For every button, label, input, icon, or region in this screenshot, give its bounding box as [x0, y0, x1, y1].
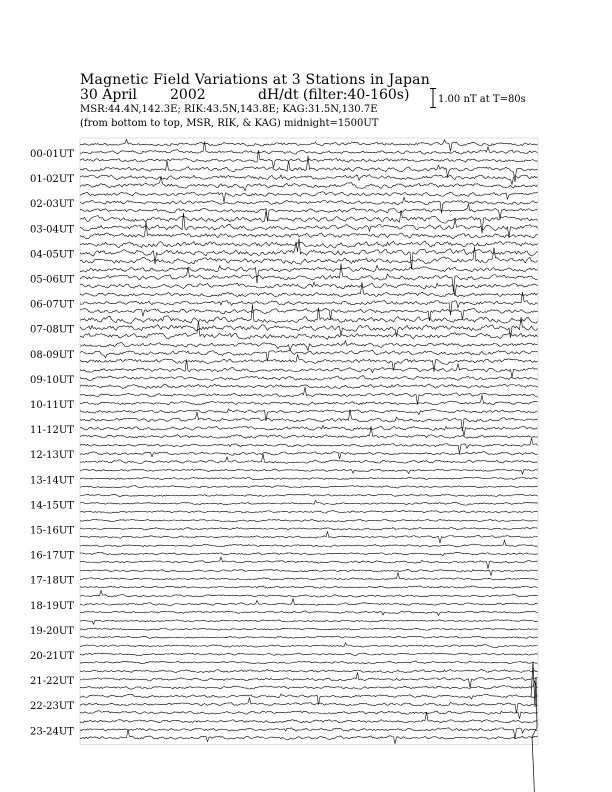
chart-title: Magnetic Field Variations at 3 Stations in Japan [80, 72, 430, 88]
trace-kag [80, 438, 538, 454]
trace-rik [80, 672, 538, 687]
row-label: 19-20UT [30, 625, 74, 637]
trace-msr [80, 308, 538, 321]
trace-kag [80, 341, 538, 351]
trace-kag [80, 590, 538, 597]
row-label: 13-14UT [30, 475, 74, 487]
row-label: 02-03UT [30, 199, 74, 211]
trace-kag [80, 620, 538, 625]
order-note: (from bottom to top, MSR, RIK, & KAG) midnight=1500UT [80, 118, 379, 129]
trace-kag [80, 304, 538, 323]
trace-kag [80, 210, 538, 233]
trace-kag [80, 669, 538, 673]
row-label: 21-22UT [30, 676, 74, 688]
row-label: 11-12UT [30, 425, 74, 437]
trace-msr [80, 222, 538, 239]
row-label: 04-05UT [30, 249, 74, 261]
trace-kag [80, 569, 538, 575]
trace-excursion [531, 662, 541, 792]
row-label: 22-23UT [30, 701, 74, 713]
trace-msr [80, 282, 538, 296]
trace-rik [80, 452, 538, 459]
trace-kag [80, 139, 538, 151]
trace-kag [80, 265, 538, 283]
row-label: 08-09UT [30, 349, 74, 361]
trace-rik [80, 653, 538, 656]
row-label: 14-15UT [30, 500, 74, 512]
row-label: 17-18UT [30, 575, 74, 587]
trace-rik [80, 552, 538, 556]
trace-kag [80, 519, 538, 522]
trace-kag [80, 643, 538, 648]
row-label: 03-04UT [30, 224, 74, 236]
row-label: 20-21UT [30, 651, 74, 662]
trace-rik [80, 425, 538, 435]
trace-kag [80, 540, 538, 547]
row-label: 18-19UT [30, 600, 74, 612]
row-label: 23-24UT [30, 726, 74, 738]
trace-kag [80, 359, 538, 377]
trace-msr [80, 532, 538, 544]
trace-rik [80, 175, 538, 185]
trace-rik [80, 350, 538, 361]
row-label: 15-16UT [30, 525, 74, 537]
trace-rik [80, 264, 538, 292]
date-year: 2002 [170, 87, 206, 103]
trace-rik [80, 527, 538, 530]
trace-msr [80, 321, 538, 339]
trace-rik [80, 239, 538, 270]
scale-label: 1.00 nT at T=80s [438, 94, 526, 105]
trace-kag [80, 469, 538, 474]
row-label: 05-06UT [30, 274, 74, 286]
trace-msr [80, 454, 538, 463]
trace-rik [80, 598, 538, 605]
trace-msr [80, 711, 538, 719]
trace-rik [80, 395, 538, 405]
row-label: 01-02UT [30, 174, 74, 186]
date-day: 30 April [80, 87, 137, 103]
trace-kag [80, 387, 538, 404]
trace-msr [80, 557, 538, 569]
trace-msr [80, 384, 538, 389]
trace-msr [80, 426, 538, 438]
row-label: 16-17UT [30, 550, 74, 562]
filter-label: dH/dt (filter:40-160s) [258, 87, 410, 103]
row-label: 06-07UT [30, 299, 74, 311]
trace-rik [80, 698, 538, 713]
row-label: 00-01UT [30, 149, 74, 160]
trace-msr [80, 636, 538, 638]
trace-msr [80, 730, 538, 744]
row-label: 10-11UT [30, 400, 74, 411]
trace-rik [80, 500, 538, 505]
row-label: 12-13UT [30, 450, 74, 462]
trace-msr [80, 611, 538, 616]
trace-kag [80, 192, 538, 203]
row-label: 09-10UT [30, 374, 74, 386]
trace-msr [80, 409, 538, 421]
row-label: 07-08UT [30, 324, 74, 336]
trace-msr [80, 511, 538, 513]
trace-rik [80, 573, 538, 580]
stations-label: MSR:44.4N,142.3E; RIK:43.5N,143.8E; KAG:31.5N,130.7E [80, 104, 378, 115]
trace-msr [80, 247, 538, 265]
